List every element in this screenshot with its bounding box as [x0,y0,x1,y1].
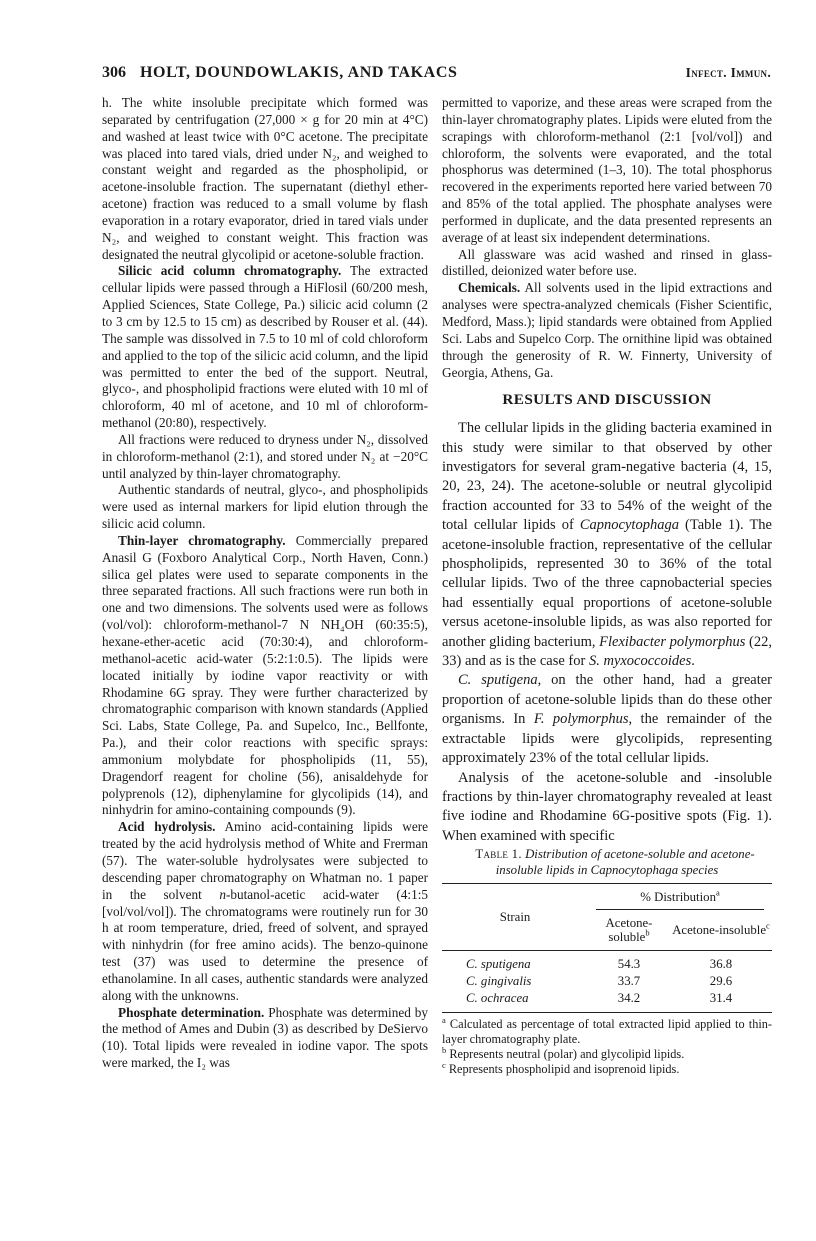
footnote-a: $^a$ Calculated as percentage of total extracted lipid applied to thin-layer chromatography plate. [442,1014,772,1046]
paragraph-fractions: All fractions were reduced to dryness under N₂, dissolved in chloroform-methanol (2:1), and stored under N₂ at −20°C until analyzed by thin-layer chromatography. [102,431,428,481]
section-head-chemicals: Chemicals. [458,280,521,296]
section-head-silicic-acid: Silicic acid column chromatography. [118,263,342,279]
running-header [102,64,771,86]
journal-name: Infect. Immun. [685,65,771,80]
page-number: 306 [102,64,126,81]
table-caption: Table 1. Distribution of acetone-soluble and acetone-insoluble lipids in Capnocytophaga species [475,847,755,878]
table-footnotes [442,1014,772,1077]
lipid-distribution-table [442,883,772,1012]
table-row: C. ochracea 34.2 31.4 [466,990,733,1005]
section-head-acid-hydrolysis: Acid hydrolysis. [118,819,216,835]
paragraph-precipitate: h. The white insoluble precipitate which formed was separated by centrifugation (27,000 × g for 20 min at 4°C) and washed at least twice with 0°C acetone. The precipitate was placed into tared vials, dried under N₂, and weighed to constant weight and regarded as the phospholipid, or acetone-insoluble fraction. The supernatant (diethyl ether-acetone) fraction was reduced to a small volume by flash evaporation in a rotary evaporator, dried in tared vials under N₂, and weighed to constant weight. This fraction was designated the neutral glycolipid or acetone-soluble fraction. [102,95,428,262]
paragraph-phosphate-cont: permitted to vaporize, and these areas were scraped from the thin-layer chromatography plates. Lipids were eluted from the scrapings with chloroform-methanol (2:1 [vol/vol]) and chloroform, the solvents were evaporated, and the total phosphorus was determined (1–3, 10). The total phosphorus recovered in the experiments reported here varied between 70 and 85% of the total applied. The phosphate analyses were performed in duplicate, and the data presented represents an average of at least six independent determinations. [442,95,772,245]
left-column [102,95,428,1072]
header-distribution: % Distribution$^a$ [588,884,772,912]
paragraph-chemicals: Chemicals. All solvents used in the lipid extractions and analyses were spectra-analyzed chemicals (Fisher Scientific, Medford, Mass.); lipid standards were obtained from Applied Sci. Labs and Supelco Corp. The ornithine lipid was obtained through the generosity of R. W. Finnerty, University of Georgia, Athens, Ga. [442,280,772,380]
section-head-tlc: Thin-layer chromatography. [118,532,286,548]
right-column [442,95,772,1077]
paragraph-silicic-acid: Silicic acid column chromatography. The extracted cellular lipids were passed through a HiFlosil (60/200 mesh, Applied Sciences, State College, Pa.) silicic acid column (2 to 3 cm by 12.5 to 15 cm) as described by Rouser et al. (44). The sample was dissolved in 7.5 to 10 ml of cold chloroform and applied to the top of the silicic acid column, and the lipid was permitted to enter the bed of the support. Neutral, glyco-, and phospholipid fractions were eluted with 10 ml of chloroform, 40 ml of acetone, and 10 ml of chloroform-methanol (20:80), respectively. [102,263,428,431]
footnote-b: $^b$ Represents neutral (polar) and glycolipid lipids. [442,1044,685,1061]
section-heading-results: RESULTS AND DISCUSSION [502,391,712,409]
paragraph-acid-hydrolysis: Acid hydrolysis. Amino acid-containing lipids were treated by the acid hydrolysis method of White and Frerman (57). The water-soluble hydrolysates were subjected to descending paper chromatography on Whatman no. 1 paper in the solvent n-butanol-acetic acid-water (4:1:5 [vol/vol/vol]). The chromatograms were routinely run for 30 h at room temperature, dried, freed of solvent, and sprayed with ninhydrin (for free amino acids). The benzo-quinone test (37) was used to determine the presence of ethanolamine. In all cases, authentic standards were analyzed along with the unknowns. [102,819,428,1003]
paragraph-standards: Authentic standards of neutral, glyco-, and phospholipids were used as internal markers for lipid elution through the silicic acid column. [102,482,428,532]
paragraph-results-3: Analysis of the acetone-soluble and -insoluble fractions by thin-layer chromatography revealed at least five iodine and Rhodamine 6G-positive spots (Fig. 1). When examined with specific [442,769,772,844]
paragraph-tlc: Thin-layer chromatography. Commercially prepared Anasil G (Foxboro Analytical Corp., North Haven, Conn.) silica gel plates were used to separate components in the three separated fractions. All such fractions were run both in one and two dimensions. The solvents used were as follows (vol/vol): chloroform-methanol-7 N NH₄OH (60:35:5), hexane-ether-acetic acid (70:30:4), and chloroform-methanol-acetic acid-water (5:2:1:0.5). The lipids were located initially by iodine vapor reactivity or with Rhodamine 6G spray. They were further characterized by chromatographic comparison with known standards (Applied Sci. Labs, State College, Pa. and Supelco, Inc., Bellfonte, Pa.), and their color reactions with specific sprays: ammonium molybdate for phospholipids (11, 55), Dragendorf reagent for choline (56), anisaldehyde for polyprenols (12), diphenylamine for glycolipids (14), and ninhydrin for amino-containing compounds (9). [102,532,428,818]
table-label: Table 1. [475,847,522,862]
table-row: C. sputigena 54.3 36.8 [442,950,772,972]
paragraph-results-2: C. sputigena, on the other hand, had a greater proportion of acetone-soluble lipids than do these other organisms. In F. polymorphus, the remainder of the extractable lipids were glycolipids, representing approximately 23% of the total cellular lipids. [442,672,772,767]
table-row: C. gingivalis 33.7 29.6 [466,973,733,988]
footnote-c: $^c$ Represents phospholipid and isoprenoid lipids. [442,1059,680,1076]
paragraph-phosphate: Phosphate determination. Phosphate was determined by the method of Ames and Dubin (3) as described by DeSiervo (10). Total lipids were revealed in iodine vapor. The spots were marked, the I₂ was [102,1004,428,1071]
header-strain: Strain [442,884,588,951]
paragraph-results-1: The cellular lipids in the gliding bacteria examined in this study were similar to that observed by other investigators for several gram-negative bacteria (4, 15, 20, 23, 24). The acetone-soluble or neutral glycolipid fraction accounted for 33 to 54% of the weight of the total cellular lipids of Capnocytophaga (Table 1). The acetone-insoluble fraction, representative of the cellular phospholipids, represented 30 to 36% of the total cellular lipids. Two of the three capnobacterial species had essentially equal proportions of acetone-soluble versus acetone-insoluble lipids, as was also reported for another gliding bacterium, Flexibacter polymorphus (22, 33) and as is the case for S. myxococcoides. [442,420,772,670]
paragraph-glassware: All glassware was acid washed and rinsed in glass-distilled, deionized water before use. [442,246,772,279]
section-head-phosphate: Phosphate determination. [118,1004,265,1020]
header-acetone-insoluble: Acetone-insoluble$^c$ [672,920,770,938]
header-acetone-soluble: Acetone-soluble$^b$ [605,915,653,945]
running-authors: HOLT, DOUNDOWLAKIS, AND TAKACS [140,64,458,81]
